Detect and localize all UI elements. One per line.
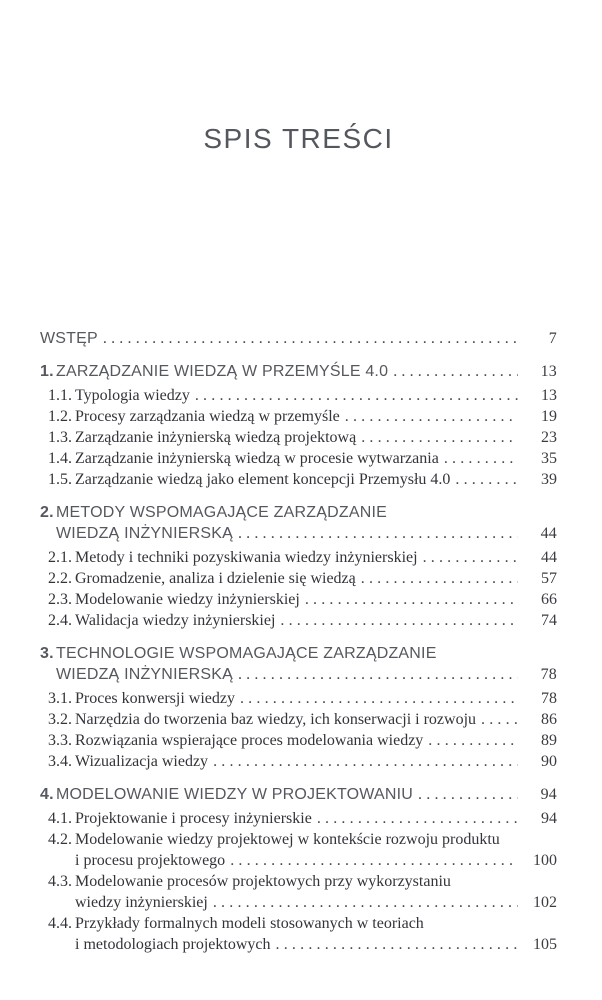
entry-number: 4.3. (48, 873, 72, 890)
entry-number: 3.1. (48, 690, 72, 707)
page-number: 57 (541, 570, 557, 587)
entry-text: WIEDZĄ INŻYNIERSKĄ (56, 525, 233, 542)
entry-number: 2.3. (48, 591, 72, 608)
toc-section-entry (40, 589, 557, 610)
entry-number: 3.4. (48, 753, 72, 770)
leader-dots (240, 688, 518, 709)
toc-section-entry (40, 547, 557, 568)
toc-section-entry (40, 808, 557, 829)
toc-line (48, 427, 557, 448)
leader-dots (213, 892, 518, 913)
page-number: 23 (541, 429, 557, 446)
toc-section-entry (40, 568, 557, 589)
toc-line (40, 664, 557, 685)
page-number: 78 (541, 690, 557, 707)
toc-line (48, 709, 557, 730)
toc-line (48, 730, 557, 751)
leader-dots (305, 589, 518, 610)
leader-dots (418, 784, 518, 805)
toc-chapter-entry (40, 328, 557, 349)
entry-text: METODY WSPOMAGAJĄCE ZARZĄDZANIE (56, 504, 387, 521)
toc-section-entry (40, 709, 557, 730)
entry-text: Procesy zarządzania wiedzą w przemyśle (75, 408, 340, 425)
toc-section-entry (40, 688, 557, 709)
toc-section-entry (40, 913, 557, 955)
entry-number: 3.3. (48, 732, 72, 749)
entry-text: Zarządzanie wiedzą jako element koncepcji Przemysłu 4.0 (75, 471, 451, 488)
entry-text: Walidacja wiedzy inżynierskiej (75, 612, 276, 629)
page-number: 44 (541, 549, 557, 566)
entry-text: wiedzy inżynierskiej (75, 894, 208, 911)
toc-line (48, 568, 557, 589)
toc-line (48, 751, 557, 772)
toc-section-entry (40, 610, 557, 631)
entry-text: Zarządzanie inżynierską wiedzą projektową (75, 429, 357, 446)
entry-text: Modelowanie wiedzy projektowej w kontekście rozwoju produktu (75, 831, 500, 848)
toc-line (48, 385, 557, 406)
leader-dots (428, 730, 518, 751)
toc-line (48, 892, 557, 913)
toc-line (40, 523, 557, 544)
entry-number: 3.2. (48, 711, 72, 728)
entry-text: Gromadzenie, analiza i dzielenie się wiedzą (75, 570, 356, 587)
toc-line (40, 784, 557, 805)
toc-line (40, 643, 557, 664)
page-number: 39 (541, 471, 557, 488)
leader-dots (213, 751, 518, 772)
toc-section-entry (40, 829, 557, 871)
page-number: 89 (541, 732, 557, 749)
leader-dots (103, 328, 518, 349)
entry-text: Projektowanie i procesy inżynierskie (75, 810, 312, 827)
entry-number: 1.3. (48, 429, 72, 446)
page-number: 7 (548, 330, 557, 347)
page-number: 94 (540, 786, 557, 803)
toc-section-entry (40, 427, 557, 448)
entry-text: Modelowanie procesów projektowych przy wykorzystaniu (75, 873, 451, 890)
toc-chapter-entry (40, 361, 557, 382)
leader-dots (230, 850, 518, 871)
page-number: 44 (540, 525, 557, 542)
leader-dots (238, 664, 518, 685)
entry-number: 2.4. (48, 612, 72, 629)
page-number: 100 (533, 852, 557, 869)
page-number: 13 (540, 363, 557, 380)
leader-dots (345, 406, 518, 427)
entry-number: 1.1. (48, 387, 72, 404)
page-number: 13 (541, 387, 557, 404)
entry-text: MODELOWANIE WIEDZY W PROJEKTOWANIU (56, 786, 414, 803)
toc-list (40, 328, 557, 955)
leader-dots (276, 934, 518, 955)
entry-number: 2.2. (48, 570, 72, 587)
entry-text: ZARZĄDZANIE WIEDZĄ W PRZEMYŚLE 4.0 (56, 363, 389, 380)
toc-line (40, 361, 557, 382)
leader-dots (455, 469, 518, 490)
entry-number: 3. (40, 645, 54, 662)
page-number: 78 (540, 666, 557, 683)
toc-section-entry (40, 448, 557, 469)
toc-line (40, 328, 557, 349)
toc-section-entry (40, 406, 557, 427)
toc-section-entry (40, 751, 557, 772)
page-number: 35 (541, 450, 557, 467)
leader-dots (317, 808, 518, 829)
entry-number: 2.1. (48, 549, 72, 566)
entry-text: WIEDZĄ INŻYNIERSKĄ (56, 666, 233, 683)
toc-line (48, 808, 557, 829)
toc-line (48, 850, 557, 871)
leader-dots (280, 610, 518, 631)
toc-line (48, 469, 557, 490)
entry-text: Rozwiązania wspierające proces modelowania wiedzy (75, 732, 424, 749)
entry-text: i procesu projektowego (75, 852, 226, 869)
toc-line (48, 829, 557, 850)
leader-dots (393, 361, 518, 382)
page-number: 86 (541, 711, 557, 728)
page-number: 19 (541, 408, 557, 425)
entry-text: Proces konwersji wiedzy (75, 690, 235, 707)
toc-line (48, 589, 557, 610)
leader-dots (195, 385, 518, 406)
entry-text: Wizualizacja wiedzy (75, 753, 209, 770)
toc-line (48, 871, 557, 892)
entry-number: 4.2. (48, 831, 72, 848)
toc-line (48, 448, 557, 469)
entry-number: 4. (40, 786, 54, 803)
toc-chapter-entry (40, 784, 557, 805)
page-number: 66 (541, 591, 557, 608)
leader-dots (444, 448, 518, 469)
toc-chapter-entry (40, 502, 557, 544)
toc-section-entry (40, 469, 557, 490)
leader-dots (481, 709, 518, 730)
entry-text: Przykłady formalnych modeli stosowanych w teoriach (75, 915, 424, 932)
page-title: SPIS TREŚCI (203, 123, 394, 154)
toc-section-entry (40, 871, 557, 913)
entry-number: 2. (40, 504, 54, 521)
toc-line (40, 502, 557, 523)
leader-dots (361, 568, 518, 589)
entry-number: 1.5. (48, 471, 72, 488)
entry-number: 1.4. (48, 450, 72, 467)
entry-text: i metodologiach projektowych (75, 936, 271, 953)
toc-line (48, 406, 557, 427)
page-number: 90 (541, 753, 557, 770)
entry-text: Typologia wiedzy (75, 387, 190, 404)
entry-number: 4.1. (48, 810, 72, 827)
page-number: 74 (541, 612, 557, 629)
entry-text: Narzędzia do tworzenia baz wiedzy, ich konserwacji i rozwoju (75, 711, 477, 728)
toc-line (48, 610, 557, 631)
entry-number: 4.4. (48, 915, 72, 932)
toc-line (48, 913, 557, 934)
leader-dots (423, 547, 518, 568)
toc-line (48, 547, 557, 568)
page-number: 102 (533, 894, 557, 911)
entry-text: Zarządzanie inżynierską wiedzą w procesie wytwarzania (75, 450, 439, 467)
toc-line (48, 934, 557, 955)
toc-section-entry (40, 730, 557, 751)
entry-number: 1. (40, 363, 54, 380)
toc-chapter-entry (40, 643, 557, 685)
entry-text: WSTĘP (40, 330, 98, 347)
toc-line (48, 688, 557, 709)
leader-dots (361, 427, 518, 448)
entry-text: TECHNOLOGIE WSPOMAGAJĄCE ZARZĄDZANIE (56, 645, 437, 662)
page-number: 94 (541, 810, 557, 827)
toc-section-entry (40, 385, 557, 406)
entry-text: Metody i techniki pozyskiwania wiedzy inżynierskiej (75, 549, 418, 566)
page-number: 105 (533, 936, 557, 953)
leader-dots (238, 523, 518, 544)
entry-number: 1.2. (48, 408, 72, 425)
entry-text: Modelowanie wiedzy inżynierskiej (75, 591, 300, 608)
